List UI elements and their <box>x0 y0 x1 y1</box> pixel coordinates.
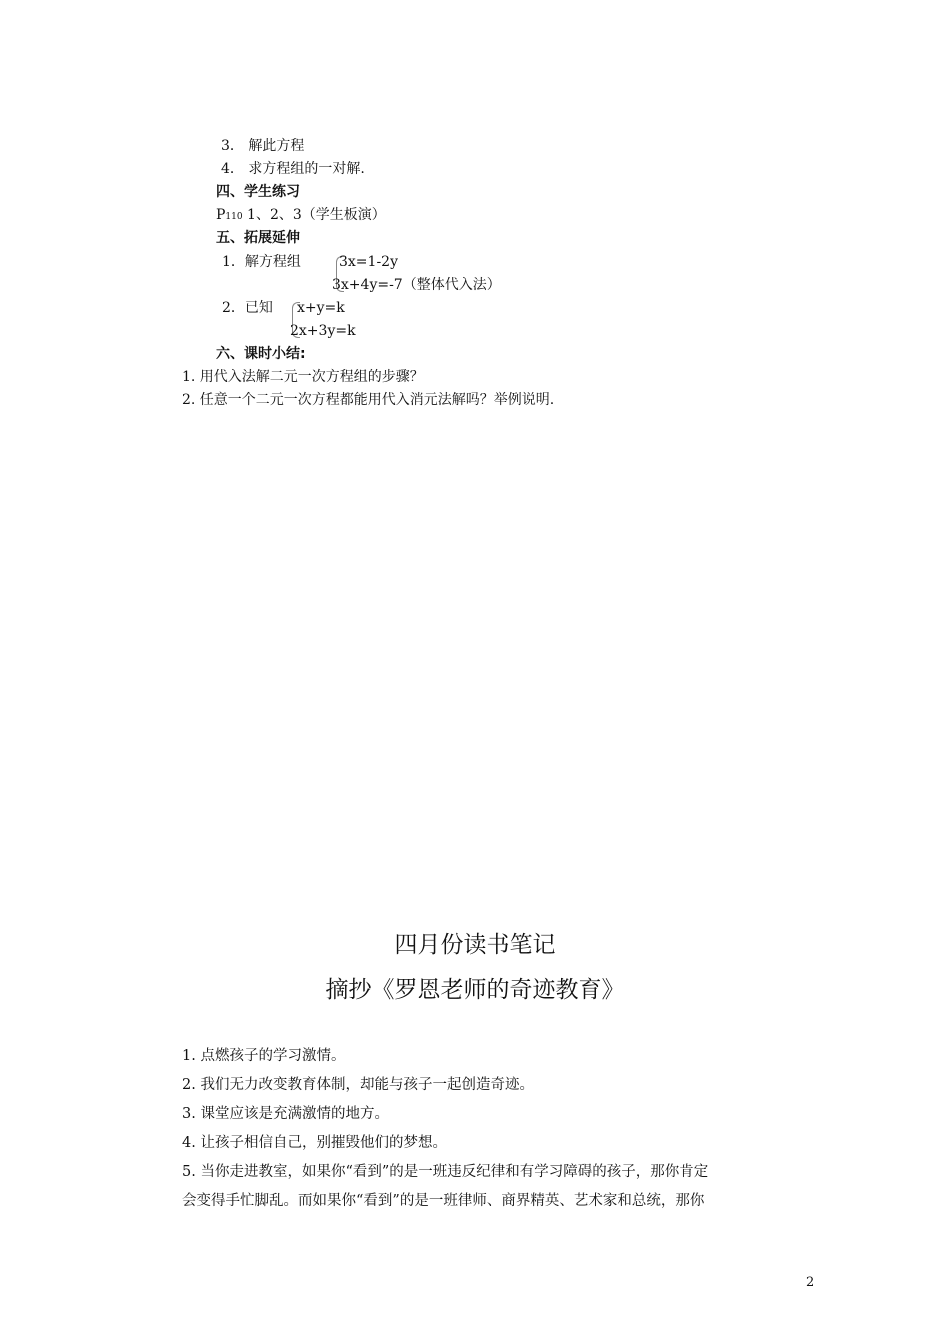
section-5-heading: 五、拓展延伸 <box>216 230 300 246</box>
summary-item: 2. 任意一个二元一次方程都能用代入消元法解吗？举例说明. <box>182 392 555 408</box>
practice-line <box>216 206 386 226</box>
note-item: 1. 点燃孩子的学习激情。 <box>182 1048 346 1064</box>
section-4-heading: 四、学生练习 <box>216 184 300 200</box>
practice-page-subscript: 110 <box>225 212 243 222</box>
note-item: 5. 当你走进教室，如果你“看到”的是一班违反纪律和有学习障碍的孩子，那你肯定 <box>182 1164 709 1180</box>
note-item: 4. 让孩子相信自己，别摧毁他们的梦想。 <box>182 1135 447 1151</box>
practice-text: 1、2、3（学生板演） <box>242 207 386 223</box>
extension-1-equation-2: 3x+4y=-7（整体代入法） <box>332 277 501 293</box>
page-number: 2 <box>806 1275 815 1290</box>
extension-2-label: 2．已知 <box>222 300 273 316</box>
practice-prefix: P <box>216 207 226 223</box>
notes-title: 四月份读书笔记 <box>394 932 556 958</box>
note-item: 会变得手忙脚乱。而如果你“看到”的是一班律师、商界精英、艺术家和总统，那你 <box>182 1193 705 1209</box>
summary-item: 1. 用代入法解二元一次方程组的步骤？ <box>182 369 424 385</box>
extension-1-label: 1．解方程组 <box>222 254 301 270</box>
step-4: 4． 求方程组的一对解. <box>221 161 365 177</box>
extension-2-equation-2: 2x+3y=k <box>290 323 356 339</box>
extension-2-equation-1: x+y=k <box>297 300 345 316</box>
step-3: 3． 解此方程 <box>221 138 305 154</box>
notes-subtitle: 摘抄《罗恩老师的奇迹教育》 <box>325 977 625 1003</box>
note-item: 3. 课堂应该是充满激情的地方。 <box>182 1106 389 1122</box>
note-item: 2. 我们无力改变教育体制，却能与孩子一起创造奇迹。 <box>182 1077 534 1093</box>
extension-1-equation-1: 3x=1-2y <box>339 254 398 270</box>
section-6-heading: 六、课时小结: <box>216 346 306 362</box>
